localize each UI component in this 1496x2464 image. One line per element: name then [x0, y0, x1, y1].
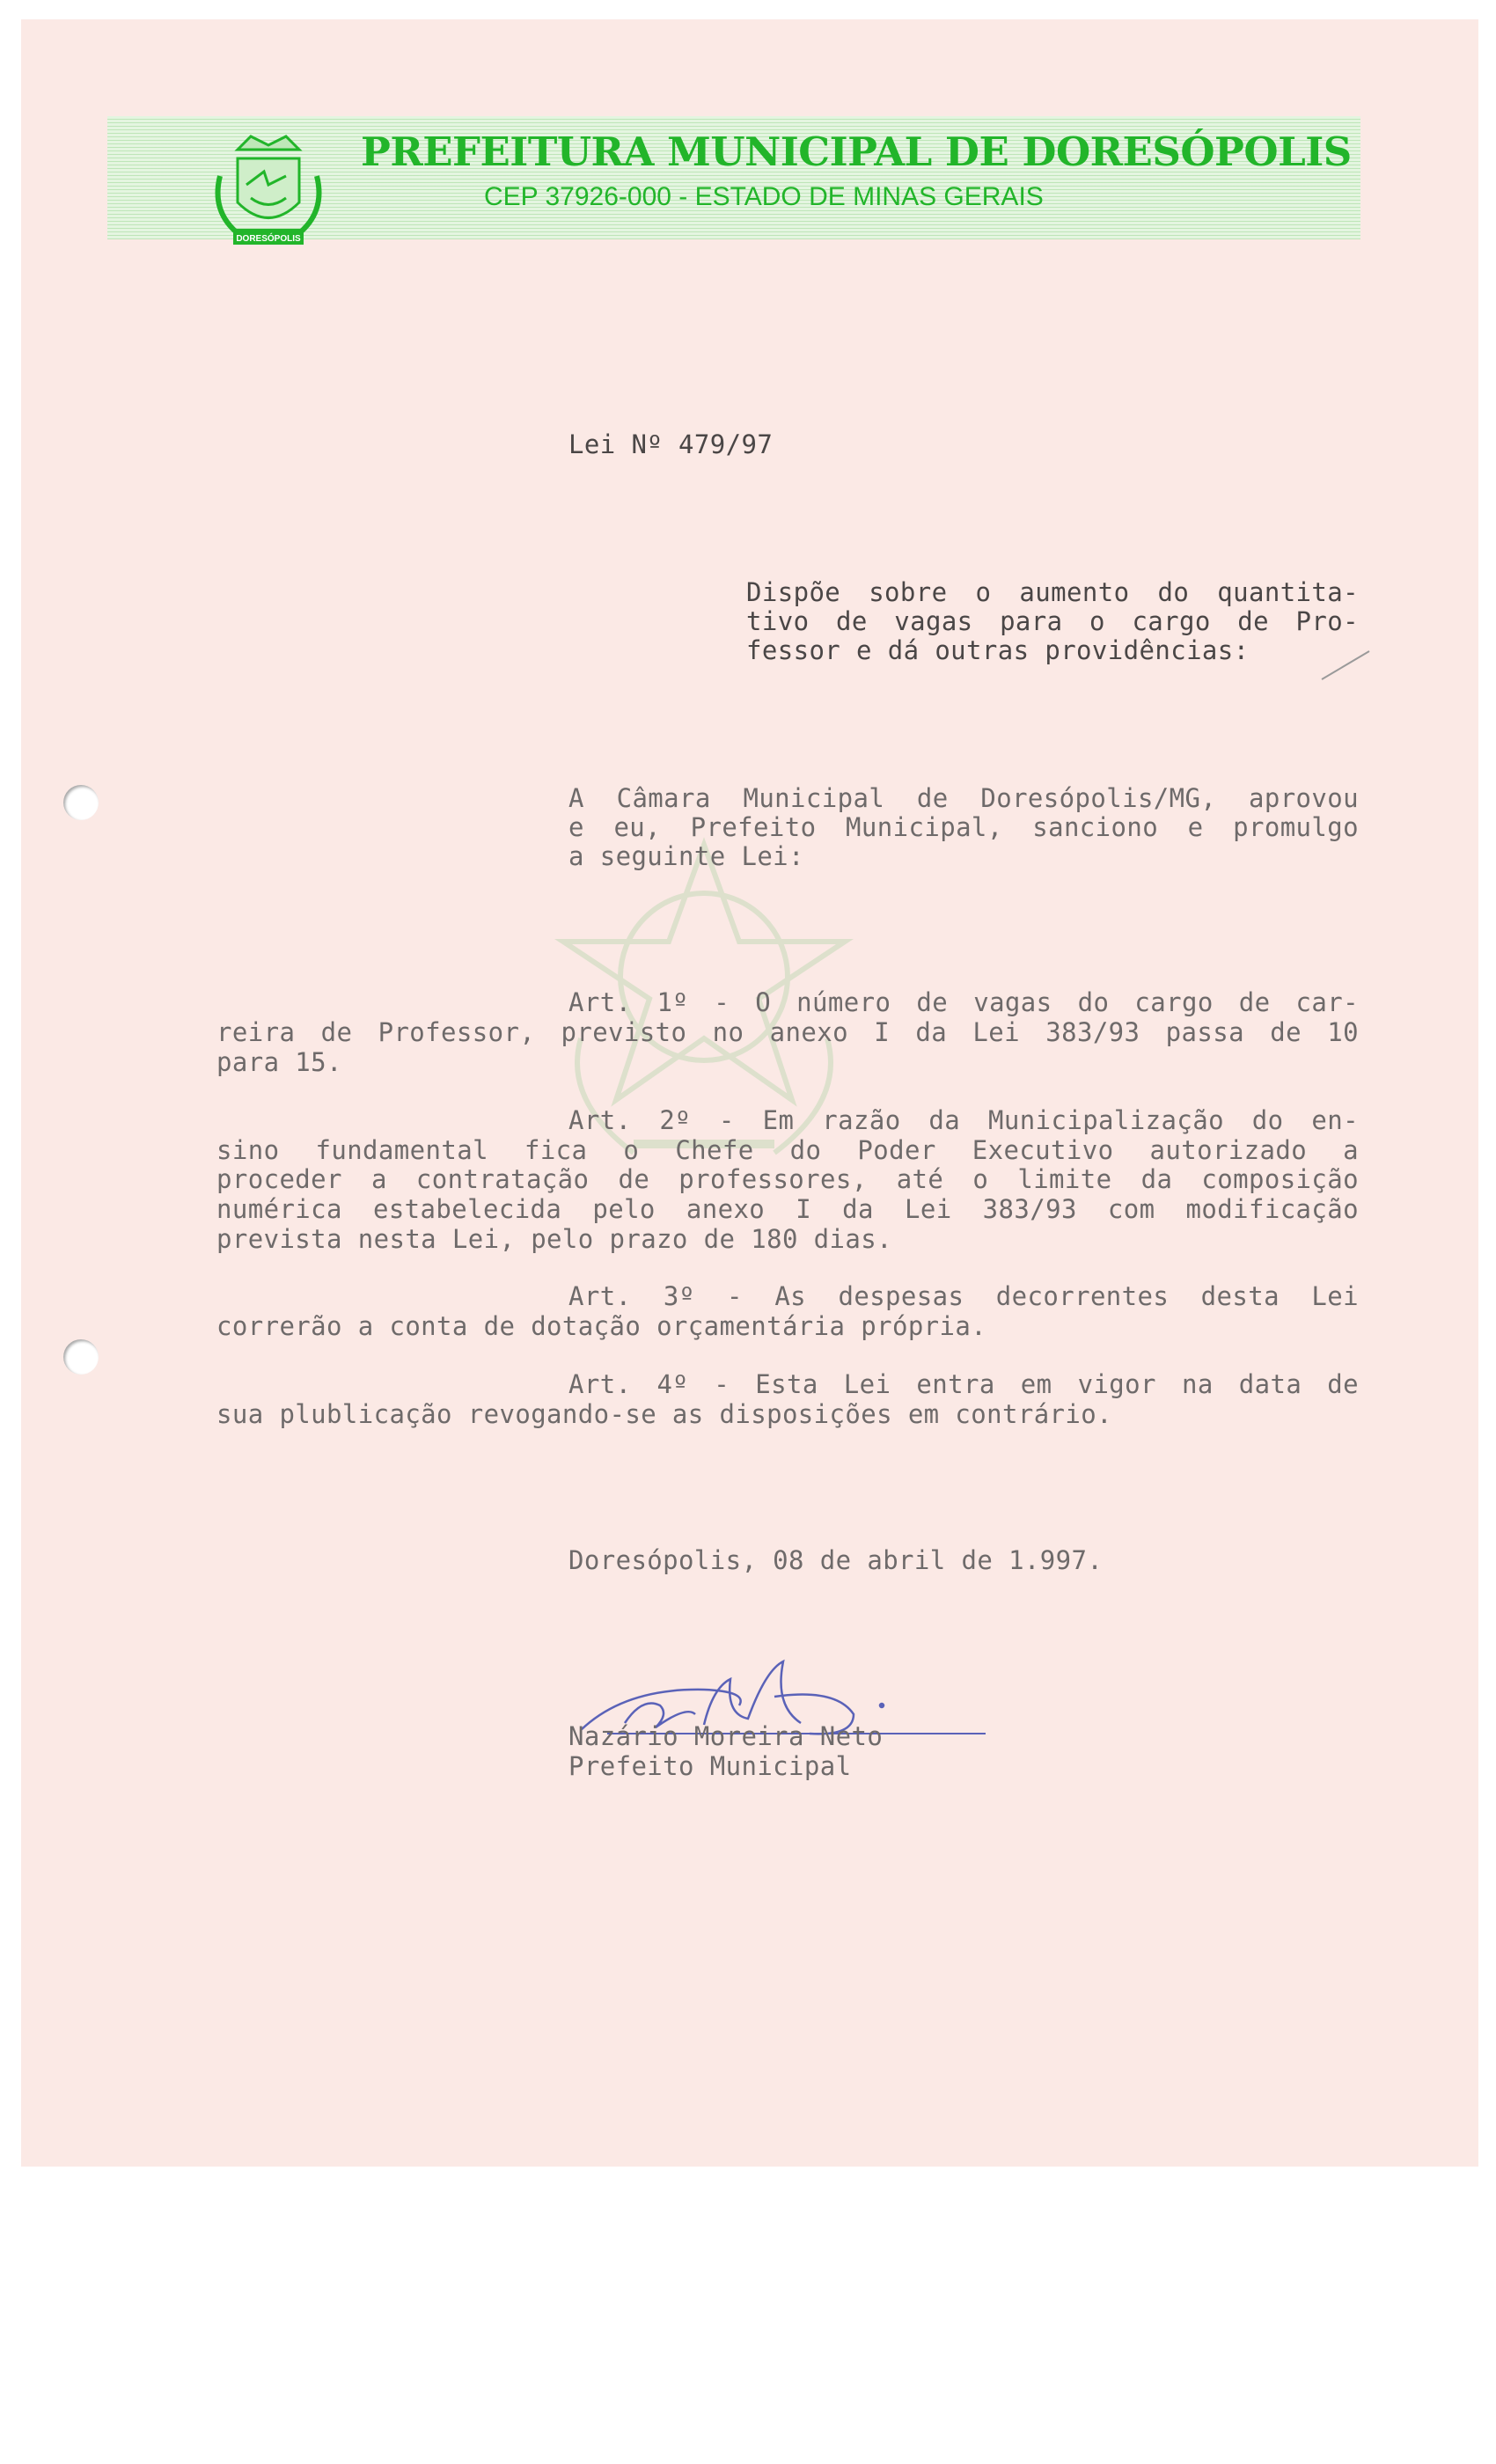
art4-line-2: sua plublicação revogando-se as disposições em contrário.	[216, 1399, 1112, 1429]
letterhead-subtitle: CEP 37926-000 - ESTADO DE MINAS GERAIS	[484, 182, 1044, 211]
crest-text: DORESÓPOLIS	[236, 234, 301, 244]
date-line: Doresópolis, 08 de abril de 1.997.	[568, 1545, 1104, 1575]
scan-margin	[0, 2167, 1496, 2464]
art2-line-2: sino fundamental fica o Chefe do Poder Executivo autorizado a	[216, 1135, 1359, 1165]
signatory-title: Prefeito Municipal	[568, 1751, 852, 1781]
art3-line-1: Art. 3º - As despesas decorrentes desta Lei	[568, 1281, 1359, 1311]
art2-line-5: prevista nesta Lei, pelo prazo de 180 dias.	[216, 1224, 892, 1254]
signatory-name: Nazário Moreira Neto	[568, 1721, 884, 1751]
preamble-line-2: e eu, Prefeito Municipal, sanciono e promulgo	[568, 812, 1359, 842]
art1-line-1: Art. 1º - O número de vagas do cargo de car-	[568, 987, 1359, 1017]
letterhead-title: PREFEITURA MUNICIPAL DE DORESÓPOLIS	[361, 128, 1352, 175]
art1-line-2: reira de Professor, previsto no anexo I da Lei 383/93 passa de 10	[216, 1017, 1359, 1047]
art2-line-3: proceder a contratação de professores, até o limite da composição	[216, 1164, 1359, 1194]
ementa-line-2: tivo de vagas para o cargo de Pro-	[746, 606, 1359, 636]
preamble-line-1: A Câmara Municipal de Doresópolis/MG, aprovou	[568, 783, 1359, 813]
art2-line-4: numérica estabelecida pelo anexo I da Lei 383/93 com modificação	[216, 1194, 1359, 1224]
art1-line-3: para 15.	[216, 1047, 342, 1077]
punch-hole-top	[63, 785, 99, 820]
ementa-pen-stroke	[1320, 648, 1373, 683]
ementa-line-3: fessor e dá outras providências:	[746, 635, 1250, 665]
municipal-crest-logo	[202, 123, 334, 255]
art4-line-1: Art. 4º - Esta Lei entra em vigor na data de	[568, 1369, 1359, 1399]
preamble-line-3: a seguinte Lei:	[568, 841, 804, 871]
punch-hole-bottom	[63, 1339, 99, 1375]
ementa-line-1: Dispõe sobre o aumento do quantita-	[746, 577, 1359, 607]
art2-line-1: Art. 2º - Em razão da Municipalização do en-	[568, 1105, 1359, 1135]
law-number: Lei Nº 479/97	[568, 429, 774, 459]
art3-line-2: correrão a conta de dotação orçamentária própria.	[216, 1311, 987, 1341]
